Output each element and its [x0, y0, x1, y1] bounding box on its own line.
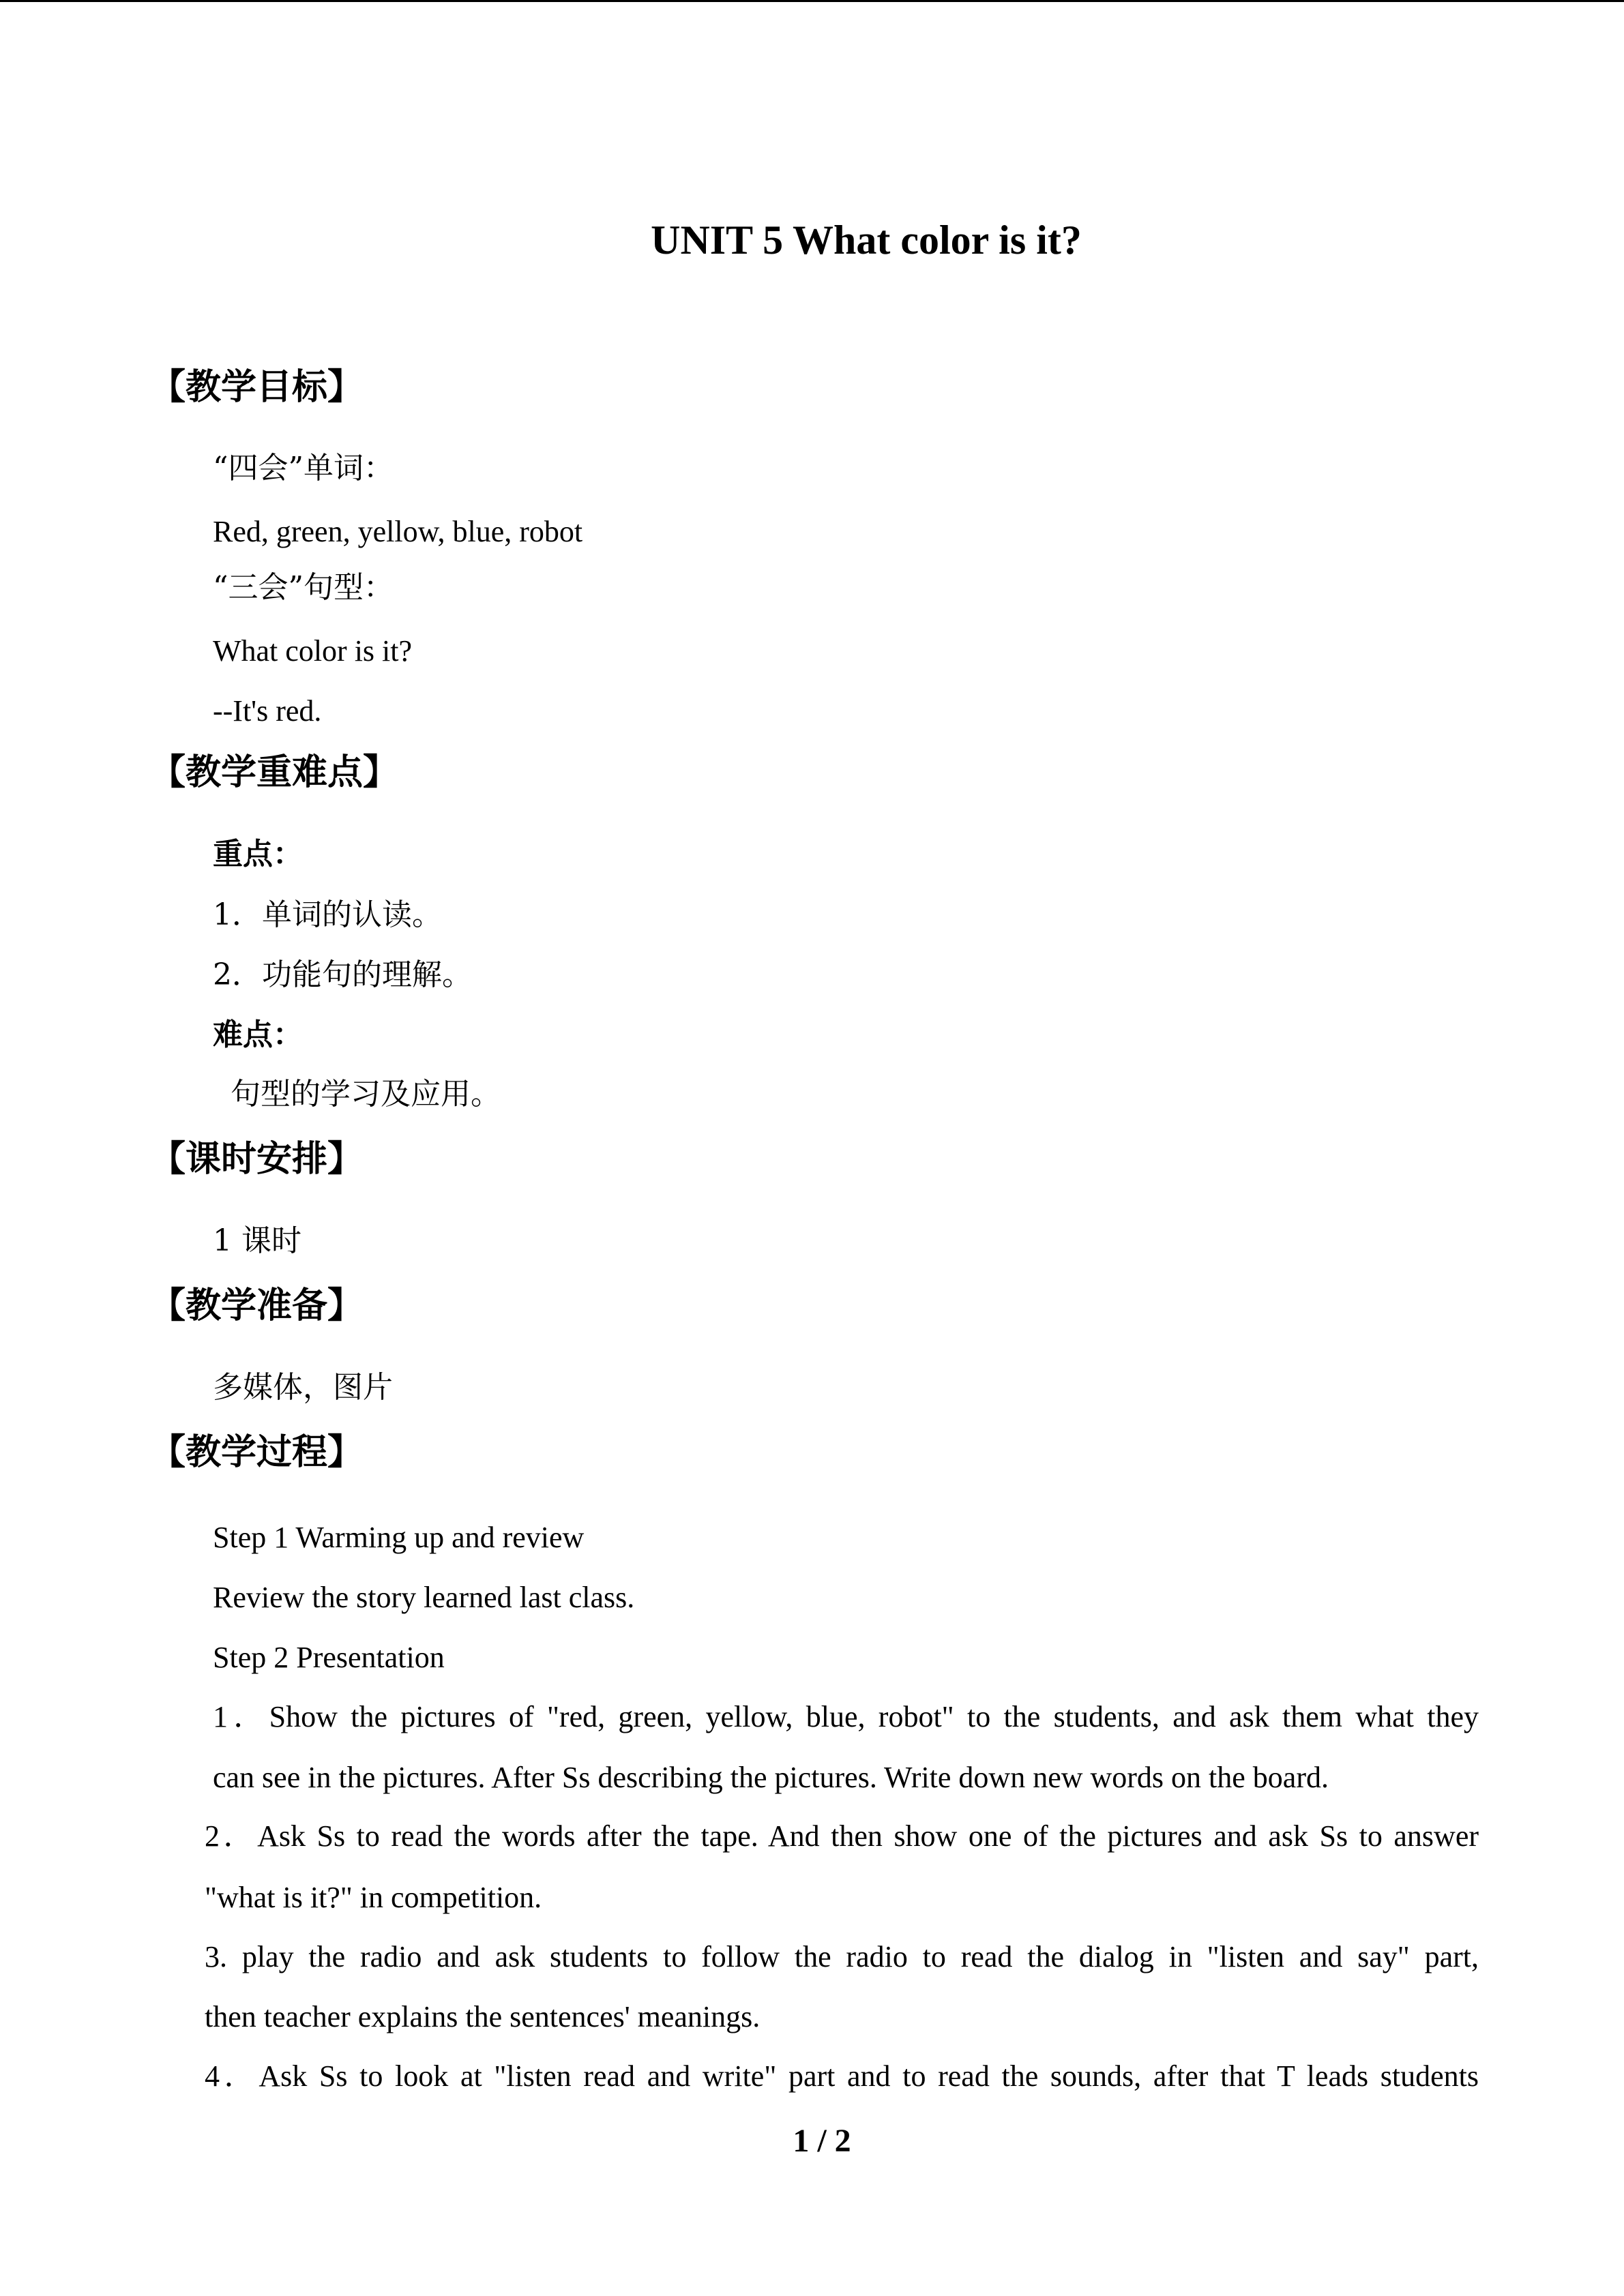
- process-item-2-line-1: 2．Ask Ss to read the words after the tape. And then show one of the pictures and ask Ss to answer: [205, 1819, 1479, 1853]
- process-item-1-line-2: can see in the pictures. After Ss describing the pictures. Write down new words on the board.: [213, 1761, 1329, 1794]
- process-item-1-line-1: 1．Show the pictures of "red, green, yellow, blue, robot" to the students, and ask them what they: [213, 1700, 1479, 1733]
- preparation-text: 多媒体，图片: [213, 1370, 393, 1405]
- process-step1-text: Review the story learned last class.: [213, 1581, 635, 1614]
- objectives-line-4: What color is it?: [213, 634, 413, 668]
- difficult-points-label: 难点：: [213, 1017, 303, 1052]
- objectives-heading: 【教学目标】: [150, 367, 364, 408]
- schedule-text: 1 课时: [213, 1223, 301, 1258]
- document-title: UNIT 5 What color is it?: [651, 218, 1082, 263]
- preparation-heading: 【教学准备】: [150, 1285, 364, 1326]
- process-item-4-line-1: 4．Ask Ss to look at "listen read and write" part and to read the sounds, after that T leads students: [205, 2059, 1479, 2093]
- process-heading: 【教学过程】: [150, 1432, 364, 1473]
- process-item-3-line-2: then teacher explains the sentences' meanings.: [205, 2000, 761, 2033]
- key-points-heading: 【教学重难点】: [150, 752, 399, 793]
- schedule-heading: 【课时安排】: [150, 1139, 364, 1180]
- objectives-line-1: “四会”单词：: [213, 451, 394, 486]
- page-indicator: 1 / 2: [793, 2123, 851, 2159]
- objectives-line-2: Red, green, yellow, blue, robot: [213, 515, 583, 548]
- key-points-label: 重点：: [213, 837, 303, 871]
- objectives-line-3: “三会”句型：: [213, 570, 394, 605]
- process-step2-title: Step 2 Presentation: [213, 1641, 445, 1674]
- process-item-2-line-2: "what is it?" in competition.: [205, 1881, 542, 1914]
- objectives-line-5: --It's red.: [213, 694, 322, 728]
- key-item-1: 1．单词的认读。: [213, 897, 442, 932]
- process-step1-title: Step 1 Warming up and review: [213, 1521, 585, 1554]
- process-item-3-line-1: 3. play the radio and ask students to follow the radio to read the dialog in "listen and say" part,: [205, 1940, 1479, 1973]
- key-item-2: 2．功能句的理解。: [213, 957, 472, 992]
- difficult-item-1: 句型的学习及应用。: [231, 1077, 501, 1112]
